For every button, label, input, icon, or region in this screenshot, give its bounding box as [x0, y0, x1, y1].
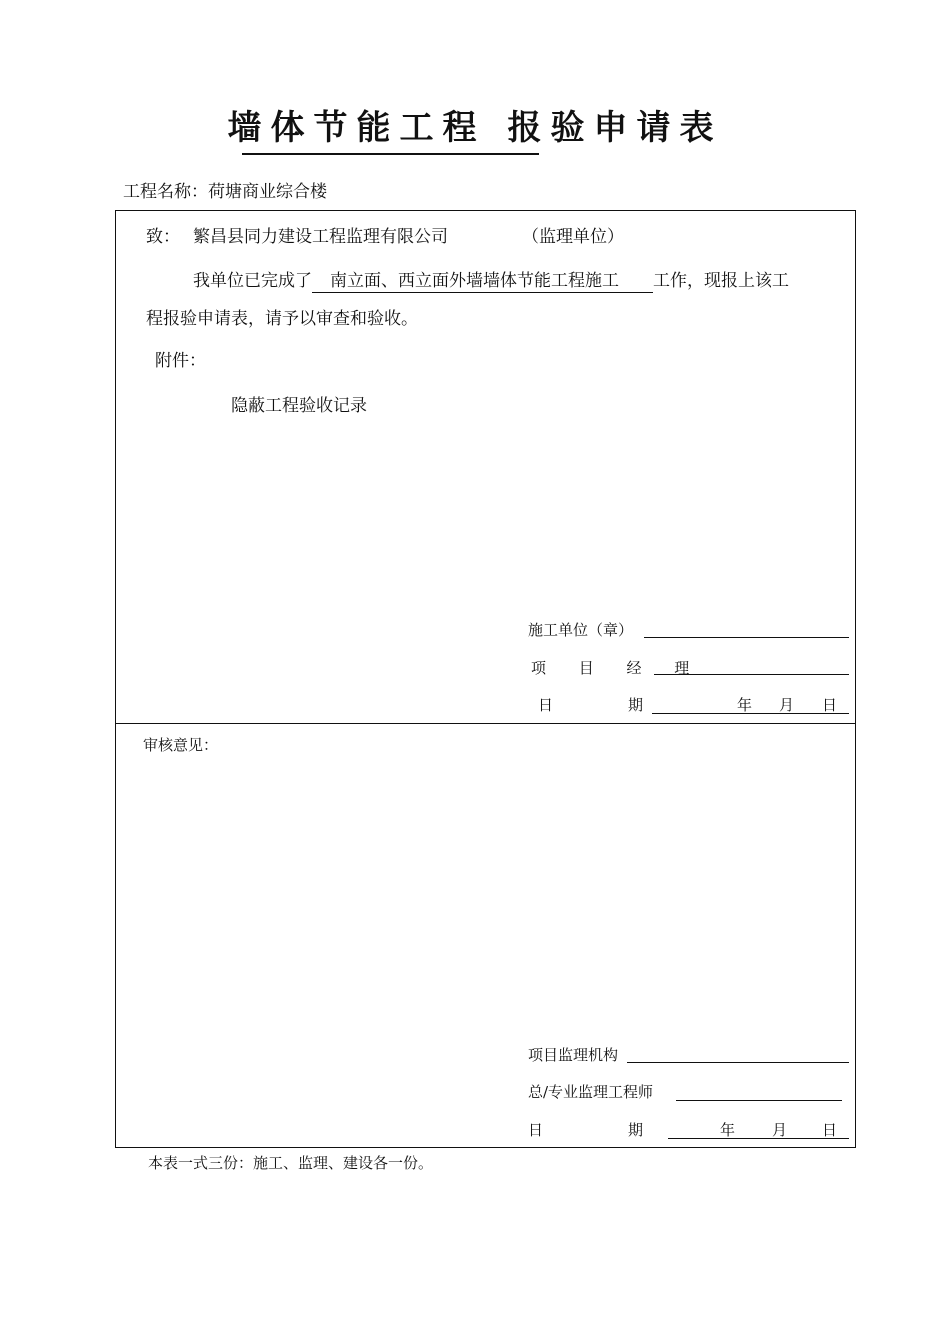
body-line1 — [193, 273, 789, 293]
body-line1-start: 我单位已完成了 — [193, 271, 312, 291]
footer-note: 本表一式三份：施工、监理、建设各一份。 — [148, 1154, 434, 1172]
project-name-label: 工程名称： — [123, 182, 208, 202]
body-line2: 程报验申请表，请予以审查和验收。 — [146, 309, 418, 329]
work-item: 南立面、西立面外墙墙体节能工程施工 — [312, 273, 653, 293]
supervisor-date-year: 年 — [720, 1121, 736, 1139]
contractor-date-label-day: 日 — [538, 696, 554, 714]
section-divider — [115, 723, 856, 724]
supervising-engineer-line — [676, 1100, 842, 1101]
contractor-date-label-period: 期 — [628, 696, 644, 714]
body-line1-end: 工作，现报上该工 — [653, 271, 789, 291]
title-underline — [242, 153, 539, 155]
supervision-org-label: 项目监理机构 — [528, 1046, 619, 1064]
supervisor-date-month: 月 — [772, 1121, 788, 1139]
form-title — [0, 100, 950, 149]
project-manager-line — [654, 674, 849, 675]
supervisor-date-day: 日 — [822, 1121, 838, 1139]
review-label: 审核意见： — [143, 736, 219, 754]
form-frame — [115, 210, 856, 1148]
project-name-row — [123, 184, 327, 201]
project-name-value: 荷塘商业综合楼 — [208, 182, 327, 202]
supervision-org-line — [627, 1062, 849, 1063]
supervising-engineer-label: 总/专业监理工程师 — [528, 1083, 654, 1101]
form-title-part1: 墙体节能工程 — [227, 108, 486, 148]
supervisor-date-label-period: 期 — [628, 1121, 644, 1139]
contractor-unit-line — [644, 637, 849, 638]
attachment-label: 附件： — [155, 351, 206, 371]
attachment-item: 隐蔽工程验收记录 — [231, 396, 367, 416]
contractor-date-month: 月 — [779, 696, 795, 714]
project-manager-label: 项 目 经 理 — [531, 659, 704, 677]
supervisor-date-label-day: 日 — [528, 1121, 544, 1139]
contractor-unit-label: 施工单位（章） — [528, 621, 634, 639]
recipient-prefix: 致： — [146, 227, 180, 247]
contractor-date-day: 日 — [822, 696, 838, 714]
recipient-company: 繁昌县同力建设工程监理有限公司 — [193, 227, 448, 247]
contractor-date-year: 年 — [737, 696, 753, 714]
recipient-role: （监理单位） — [522, 227, 624, 247]
form-title-part2: 报验申请表 — [507, 108, 723, 148]
